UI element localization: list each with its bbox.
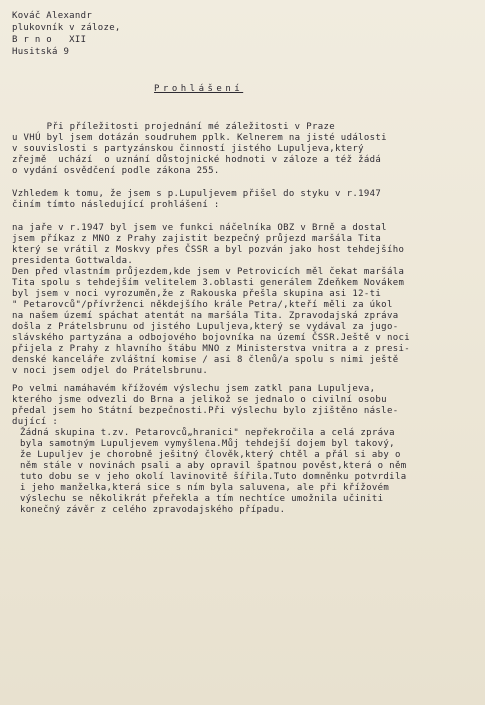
text-line: o vydání osvědčení podle zákona 255. [12, 166, 220, 176]
sender-street: Husitská 9 [12, 47, 70, 57]
text-line: který se vrátil z Moskvy přes ČSSR a byl pozván jako host tehdejšího [12, 245, 405, 255]
text-line: činím tímto následující prohlášení : [12, 200, 220, 210]
text-line: byla samotným Lupuljevem vymyšlena.Můj tehdejší dojem byl takový, [20, 439, 395, 449]
text-line: jsem příkaz z MNO z Prahy zajistit bezpečný průjezd maršála Tita [12, 234, 382, 244]
text-line: v souvislosti s partyzánskou činností jistého Lupuljeva,který [12, 144, 364, 154]
text-line: i jeho manželka,která sice s ním byla saluvena, ale při křížovém [20, 483, 390, 493]
text-line: tuto dobu se v jeho okolí lavinovitě šířila.Tuto domněnku potvrdila [20, 472, 407, 482]
text-line: slávského partyzána a odbojového bojovníka na území ČSSR.Ještě v noci [12, 333, 411, 343]
text-line: něm stále v novinách psali a aby opravil špatnou pověst,která o něm [20, 461, 407, 471]
text-line: Vzhledem k tomu, že jsem s p.Lupuljevem přišel do styku v r.1947 [12, 189, 382, 199]
text-line: " Petarovců"/přívrženci někdejšího krále Petra/,kteří měli za úkol [12, 300, 393, 310]
text-line: Při příležitosti projednání mé záležitosti v Praze [12, 122, 336, 132]
text-line: Tita spolu s tehdejším velitelem 3.oblasti generálem Zdeňkem Novákem [12, 278, 405, 288]
text-line: presidenta Gottwalda. [12, 256, 134, 266]
document-title: Prohlášení [154, 84, 244, 94]
text-line: Po velmi namáhavém křížovém výslechu jsem zatkl pana Lupuljeva, [12, 384, 376, 394]
text-line: Den před vlastním průjezdem,kde jsem v Petrovicích měl čekat maršála [12, 267, 405, 277]
text-line: kterého jsme odvezli do Brna a jelikož se jednalo o civilní osobu [12, 395, 387, 405]
sender-rank: plukovník v záloze, [12, 23, 121, 33]
paragraph-interrogation [12, 384, 471, 516]
text-line: výslechu se několikrát přeřekla a tím nechtíce umožnila učiniti [20, 494, 384, 504]
text-line: došla z Prátelsbrunu od jistého Lupuljeva,který se vydával za jugo- [12, 322, 399, 332]
paragraph-events [12, 223, 471, 377]
text-line: předal jsem ho Státní bezpečnosti.Při výslechu bylo zjištěno násle- [12, 406, 399, 416]
text-line: v noci jsem odjel do Prátelsbrunu. [12, 366, 209, 376]
text-line: Žádná skupina t.zv. Petarovců„hranici" nepřekročila a celá zpráva [20, 428, 395, 438]
sender-name: Kováč Alexandr [12, 11, 93, 21]
sender-address [12, 10, 471, 58]
paragraph-intro [12, 122, 471, 177]
text-line: denské kanceláře zvláštní komise / asi 8 členů/a spolu s nimi ještě [12, 355, 399, 365]
sender-city: B r n o XII [12, 35, 87, 45]
text-line: na jaře v r.1947 byl jsem ve funkci náčelníka OBZ v Brně a dostal [12, 223, 387, 233]
text-line: byl jsem v noci vyrozuměn,že z Rakouska přešla skupina asi 12-ti [12, 289, 382, 299]
text-line: zřejmě uchází o uznání důstojnické hodnoti v záloze a též žádá [12, 155, 382, 165]
paragraph-reason [12, 189, 471, 211]
text-line: dující : [12, 417, 59, 427]
text-line: přijela z Prahy z hlavního štábu MNO z Ministerstva vnitra a z presi- [12, 344, 411, 354]
text-line: na našem území spáchat atentát na maršála Tita. Zpravodajská zpráva [12, 311, 399, 321]
text-line: že Lupuljev je chorobně ješitný člověk,který chtěl a přál si aby o [20, 450, 401, 460]
text-line: u VHÚ byl jsem dotázán soudruhem pplk. Kelnerem na jisté události [12, 133, 387, 143]
text-line: konečný závěr z celého zpravodajského případu. [20, 505, 286, 515]
